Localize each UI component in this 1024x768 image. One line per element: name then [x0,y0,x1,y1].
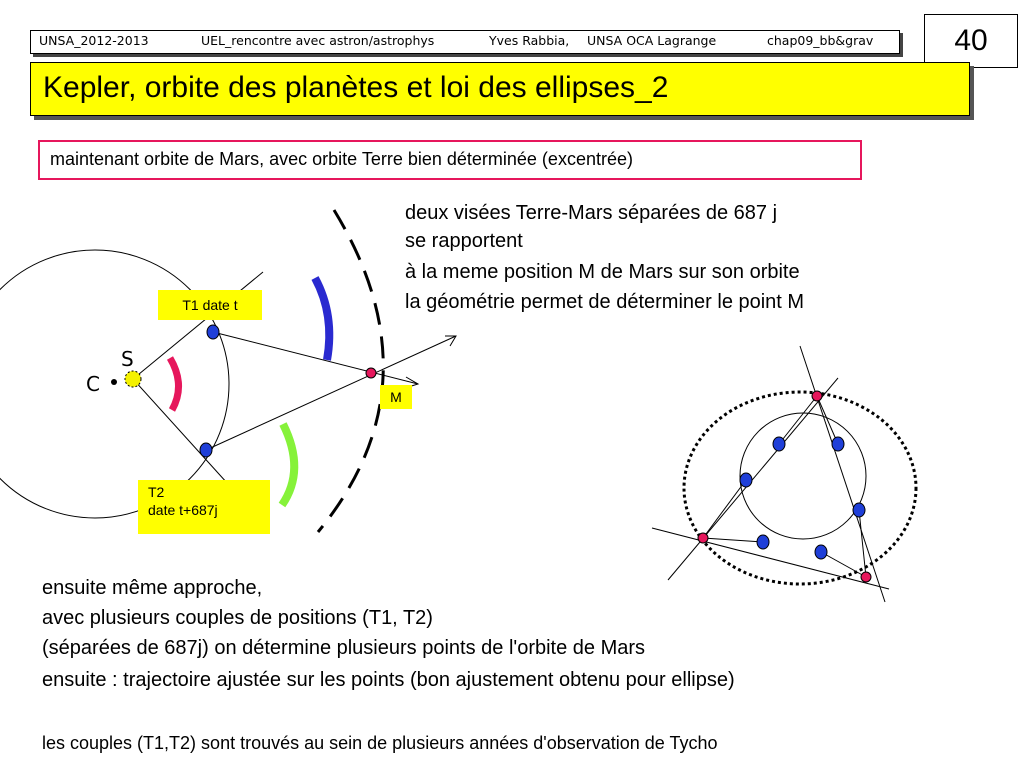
header-author: Yves Rabbia, [489,33,570,48]
right-text-line-2: se rapportent [405,230,523,252]
label-t1-text: T1 date t [182,297,238,313]
orbit-fit-diagram [652,346,916,602]
right-text-line-1: deux visées Terre-Mars séparées de 687 j [405,202,778,224]
sight-segment-1 [703,480,746,538]
bottom-text-line-4: ensuite : trajectoire ajustée sur les points (bon ajustement obtenu pour ellipse) [42,669,735,691]
slide-number: 40 [924,14,1018,68]
footer-text: les couples (T1,T2) sont trouvés au sein de plusieurs années d'observation de Tycho [42,733,718,753]
label-c: C [86,372,100,396]
center-dot [111,379,117,385]
sun-to-t1-line [133,272,263,379]
point-t2 [200,443,212,457]
earth-point [773,437,785,451]
sight-line-c [652,528,889,589]
label-t2-line2: date t+687j [148,502,218,518]
earth-point [757,535,769,549]
point-t1 [207,325,219,339]
sight-line-b [668,378,838,580]
earth-point [853,503,865,517]
subtitle: maintenant orbite de Mars, avec orbite Terre bien déterminée (excentrée) [50,149,633,169]
sight-segment-4 [817,396,838,444]
header-chapter: chap09_bb&grav [767,33,874,48]
mars-point [861,572,871,582]
right-text-line-3: à la meme position M de Mars sur son orbite [405,261,800,283]
earth-point [815,545,827,559]
sight-arrow-t2 [445,336,456,346]
arc-blue [315,278,329,360]
label-m-text: M [390,389,402,405]
arc-pink [170,358,179,410]
bottom-text-line-2: avec plusieurs couples de positions (T1, T2) [42,607,433,629]
header-course-year: UNSA_2012-2013 [39,33,149,48]
bottom-text-line-3: (séparées de 687j) on détermine plusieurs points de l'orbite de Mars [42,637,646,659]
point-m [366,368,376,378]
arc-green [282,424,294,505]
header-module: UEL_rencontre avec astron/astrophys [201,33,435,48]
label-t2-line1: T2 [148,484,165,500]
mars-point [812,391,822,401]
earth-point [740,473,752,487]
earth-point [832,437,844,451]
sun-icon [125,371,141,387]
label-t1 [158,290,262,320]
mars-point [698,533,708,543]
sight-segment-5 [859,510,866,577]
label-s: S [121,347,134,371]
sight-segment-3 [779,396,817,444]
label-m [380,385,412,409]
bottom-text-line-1: ensuite même approche, [42,577,263,599]
mars-fitted-ellipse [684,392,916,584]
sight-line-t1 [213,332,418,384]
sight-segment-2 [703,538,763,542]
earth-orbit-small [740,413,866,539]
label-t2 [138,480,270,534]
slide-title: Kepler, orbite des planètes et loi des ellipses_2 [43,71,669,104]
right-text-line-4: la géométrie permet de déterminer le point M [405,291,805,313]
header-institution: UNSA OCA Lagrange [587,33,717,48]
